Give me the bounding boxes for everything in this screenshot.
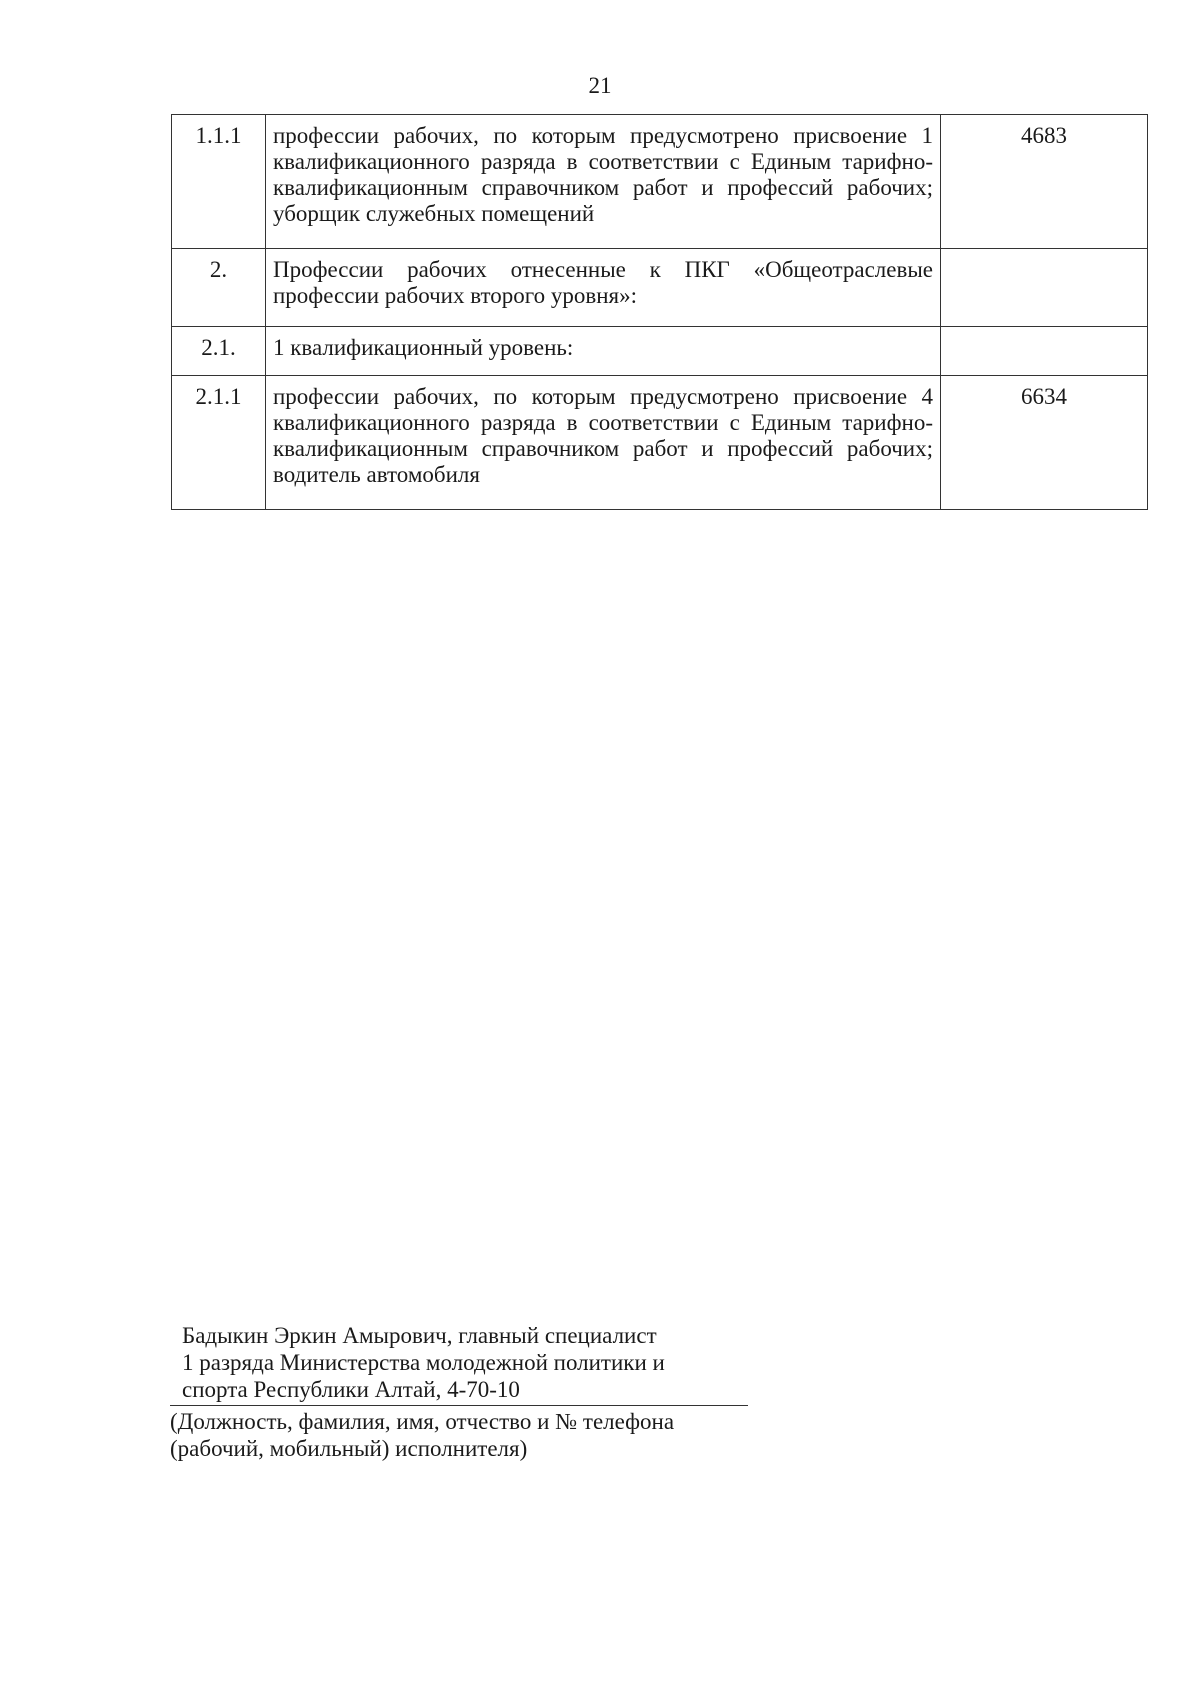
table-row [172, 115, 1148, 249]
row-description: 1 квалификационный уровень: [266, 327, 941, 376]
executor-line: Бадыкин Эркин Амырович, главный специалист [182, 1323, 657, 1348]
row-number: 2. [172, 249, 266, 327]
table-row [172, 249, 1148, 327]
row-value: 4683 [941, 115, 1148, 249]
row-value [941, 327, 1148, 376]
row-number: 2.1.1 [172, 376, 266, 510]
page-number: 21 [588, 73, 612, 98]
row-number: 1.1.1 [172, 115, 266, 249]
row-description: профессии рабочих, по которым предусмотрено присвоение 1 квалификационного разряда в соответствии с Единым тарифно-квалификационным справочником работ и профессий рабочих; уборщик служебных помещений [266, 115, 941, 249]
salary-table [171, 114, 1148, 510]
row-value [941, 249, 1148, 327]
row-description: профессии рабочих, по которым предусмотрено присвоение 4 квалификационного разряда в соответствии с Единым тарифно-квалификационным справочником работ и профессий рабочих; водитель автомобиля [266, 376, 941, 510]
executor-block [170, 1322, 748, 1462]
table-row [172, 376, 1148, 510]
executor-caption [170, 1408, 748, 1462]
caption-line: (Должность, фамилия, имя, отчество и № телефона [170, 1409, 675, 1434]
table-row [172, 327, 1148, 376]
caption-line: (рабочий, мобильный) исполнителя) [170, 1436, 528, 1461]
row-value: 6634 [941, 376, 1148, 510]
row-number: 2.1. [172, 327, 266, 376]
executor-line: 1 разряда Министерства молодежной политики и [182, 1350, 665, 1375]
executor-line: спорта Республики Алтай, 4-70-10 [182, 1377, 520, 1402]
row-description: Профессии рабочих отнесенные к ПКГ «Общеотраслевые профессии рабочих второго уровня»: [266, 249, 941, 327]
executor-info [170, 1322, 748, 1406]
